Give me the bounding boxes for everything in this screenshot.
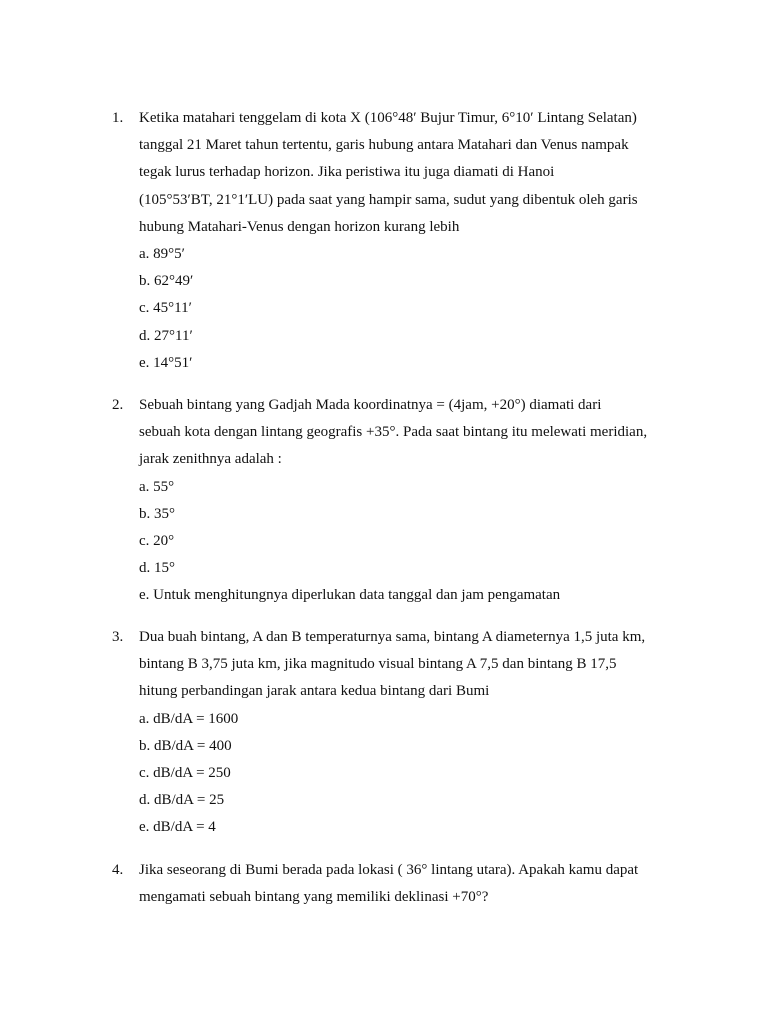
question-text-line: jarak zenithnya adalah :: [139, 451, 282, 468]
answer-option: d. 15°: [139, 560, 175, 577]
question-body: [139, 105, 659, 377]
answer-option: c. 20°: [139, 533, 175, 550]
question-text-line: hitung perbandingan jarak antara kedua bintang dari Bumi: [139, 683, 490, 700]
question-number: 4.: [112, 862, 124, 878]
answer-option: b. 62°49′: [139, 273, 194, 290]
answer-option: e. dB/dA = 4: [139, 819, 216, 836]
question-text-line: (105°53′BT, 21°1′LU) pada saat yang hampir sama, sudut yang dibentuk oleh garis: [139, 191, 638, 208]
question-body: [139, 857, 659, 911]
question-text-line: tegak lurus terhadap horizon. Jika peristiwa itu juga diamati di Hanoi: [139, 164, 555, 181]
answer-option: c. 45°11′: [139, 300, 192, 317]
question-number: 2.: [112, 397, 124, 413]
answer-option: a. 55°: [139, 478, 175, 495]
question-body: [139, 392, 659, 610]
question-body: [139, 624, 659, 842]
question-number: 3.: [112, 629, 124, 645]
answer-option: a. dB/dA = 1600: [139, 710, 239, 727]
question-number: 1.: [112, 110, 124, 126]
question-text-line: Ketika matahari tenggelam di kota X (106°48′ Bujur Timur, 6°10′ Lintang Selatan): [139, 110, 637, 126]
answer-option: e. 14°51′: [139, 354, 193, 371]
answer-option: d. dB/dA = 25: [139, 792, 225, 809]
question-text-line: mengamati sebuah bintang yang memiliki deklinasi +70°?: [139, 889, 489, 906]
question-text-line: hubung Matahari-Venus dengan horizon kurang lebih: [139, 218, 460, 235]
question-text-line: bintang B 3,75 juta km, jika magnitudo visual bintang A 7,5 dan bintang B 17,5: [139, 656, 617, 673]
question-text-line: Jika seseorang di Bumi berada pada lokasi ( 36° lintang utara). Apakah kamu dapat: [139, 862, 639, 878]
answer-option: a. 89°5′: [139, 246, 185, 263]
answer-option: c. dB/dA = 250: [139, 765, 231, 782]
question-text-line: tanggal 21 Maret tahun tertentu, garis hubung antara Matahari dan Venus nampak: [139, 137, 629, 154]
answer-option: e. Untuk menghitungnya diperlukan data tanggal dan jam pengamatan: [139, 587, 561, 604]
answer-option: b. 35°: [139, 505, 175, 522]
answer-option: b. dB/dA = 400: [139, 737, 232, 754]
question-text-line: sebuah kota dengan lintang geografis +35°. Pada saat bintang itu melewati meridian,: [139, 424, 648, 441]
question-text-line: Sebuah bintang yang Gadjah Mada koordinatnya = (4jam, +20°) diamati dari: [139, 397, 602, 413]
answer-option: d. 27°11′: [139, 327, 193, 344]
question-text-line: Dua buah bintang, A dan B temperaturnya sama, bintang A diameternya 1,5 juta km,: [139, 629, 646, 645]
